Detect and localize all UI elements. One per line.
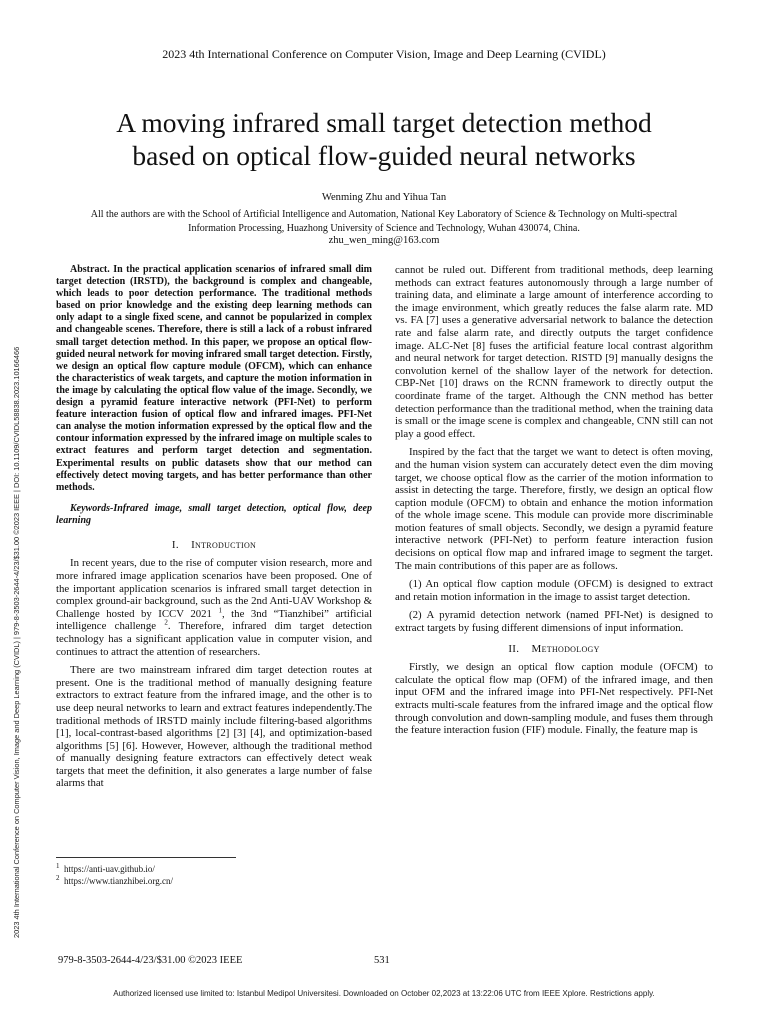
contribution-2: (2) A pyramid detection network (named PFI-Net) is designed to extract targets by fusing different dimensions of input information. xyxy=(395,609,713,635)
footer-isbn: 979-8-3503-2644-4/23/$31.00 ©2023 IEEE xyxy=(58,955,243,966)
keywords: Keywords-Infrared image, small target detection, optical flow, deep learning xyxy=(56,502,372,526)
section-heading-introduction xyxy=(56,539,372,552)
section-number: I. xyxy=(171,538,179,551)
conference-header: 2023 4th International Conference on Computer Vision, Image and Deep Learning (CVIDL) xyxy=(162,47,606,61)
doi-sidebar: 2023 4th International Conference on Computer Vision, Image and Deep Learning (CVIDL) | 979-8-3503-2644-4/23/$31.00 ©2023 IEEE | DOI: 10.1109/CVIDL58838.2023.10166466 xyxy=(12,346,21,938)
method-paragraph-1: Firstly, we design an optical flow caption module (OFCM) to calculate the optical flow map (OFM) of the infrared image, and then input OFM and the infrared image into PFI-Net respectively. PFI-Net extracts multi-scale features from the infrared image and the optical flow through convolution and down-sampling module, and fuses them through the feature interaction fusion (FIF) module. Finally, the feature map is xyxy=(395,661,713,737)
authors: Wenming Zhu and Yihua Tan xyxy=(321,192,447,203)
text-run: In recent years, due to the rise of computer vision research, more and more infrared image application scenarios have been proposed. One of the important application scenarios is infrared small target detection in complex ground-air background, such as the 2nd Anti-UAV Workshop & Challenge hosted by ICCV 2021 xyxy=(56,557,372,620)
title-line-2: based on optical flow-guided neural networks xyxy=(132,140,636,171)
footnote-link[interactable]: https://anti-uav.github.io/ xyxy=(64,864,155,874)
affiliation: All the authors are with the School of Artificial Intelligence and Automation, National Key Laboratory of Science & Technology on Multi-spectral Information Processing, Huazhong University of Science and Technology, Wuhan 430074, China. xyxy=(90,209,678,234)
abstract: Abstract. In the practical application scenarios of infrared small dim target detection (IRSTD), the background is complex and changeable, which leads to poor detection performance. The traditional methods based on prior knowledge and the existing deep learning methods can only adapt to a single fixed scene, and cannot be popularized in complex and changeable scenes. Therefore, there is still a lack of a robust infrared small target detection method. In this paper, we propose an optical flow-guided neural network for moving infrared small target detection. Firstly, we design an optical flow capture module (OFCM), which can enhance the characteristics of weak targets, and capture the motion information in the image by calculating the optical flow value of the image. Secondly, we design a pyramid feature interactive network (PFI-Net) to perform feature interaction fusion of optical flow and infrared images. PFI-Net can analyse the motion information expressed by the optical flow and the contour information expressed by the infrared image on multiple scales to extract features and perform target detection and segmentation. Experimental results on public datasets show that our method can effectively detect moving targets, and has better performance than other methods. xyxy=(56,264,372,493)
contribution-1: (1) An optical flow caption module (OFCM) is designed to extract and retain motion information in the image to assist target detection. xyxy=(395,578,713,603)
footnote-number: 2 xyxy=(56,874,60,882)
text-run: , the 3nd “Tianzhibei” artificial intelligence challenge xyxy=(56,607,373,633)
title-line-1: A moving infrared small target detection method xyxy=(116,107,652,138)
section-title: Introduction xyxy=(191,538,257,551)
footnote-number: 1 xyxy=(56,862,60,870)
left-column xyxy=(56,264,372,796)
footnote-ref-2: 2 xyxy=(164,618,168,627)
intro-paragraph-1 xyxy=(56,557,372,658)
right-column xyxy=(395,264,713,743)
intro-paragraph-4: Inspired by the fact that the target we want to detect is often moving, and the human vision system can accurately detect even the dim moving target, we choose optical flow as the carrier of the motion information to assist in detecting the targe. Therefore, firstly, we design an optical flow caption module (OFCM) to obtain and enhance the motion information of the whole image scene. This module can provide more discriminable motion features of small objects. Secondly, we design a pyramid feature interactive network (PFI-Net) to perform feature interaction fusion decisions on optical flow map and infrared image to segment the target. The main contributions of this paper are as follows. xyxy=(395,446,713,572)
intro-paragraph-2: There are two mainstream infrared dim target detection routes at present. One is the traditional method of manually designing feature extractors to extract feature from the infrared image, and the other is to use deep neural networks to learn and extract features independently.The traditional methods of IRSTD mainly include filtering-based algorithms [1], local-contrast-based algorithms [2] [3] [4], and optimization-based algorithms [5] [6]. However, However, although the traditional method of manually designing feature extractors can effectively detect weak targets that meet the definition, it also generates a large number of false alarms that xyxy=(56,664,372,790)
section-title: Methodology xyxy=(531,642,600,655)
footnote-divider xyxy=(56,857,236,858)
intro-paragraph-3: cannot be ruled out. Different from traditional methods, deep learning methods can extract features autonomously through a large number of training data, and eliminate a large amount of interference according to the image environment, which greatly reduces the false alarm rate. MD vs. FA [7] uses a generative adversarial network to balance the detection rate and false alarm rate, and directly outputs the target confidence image. ALC-Net [8] fuses the artificial feature local contrast algorithm and neural network for target detection. RISTD [9] manually designs the convolution kernel of the shallow layer of the network for detection. CBP-Net [10] draws on the RCNN framework to directly output the coordinate frame of the target. Although the CNN method has better detection performance than the traditional method, when the training data is small or the image scene is complex and changeable, CNN still can not play a good effect. xyxy=(395,264,713,440)
page-number: 531 xyxy=(374,955,390,966)
license-notice: Authorized licensed use limited to: Istanbul Medipol Universitesi. Downloaded on October 02,2023 at 13:22:06 UTC from IEEE Xplore. Restrictions apply. xyxy=(113,989,655,998)
text-run: . Therefore, infrared dim target detection technology has a significant application value in computer vision, and continues to attract the attention of researchers. xyxy=(56,620,373,658)
footnote-1 xyxy=(56,864,155,874)
footnote-2 xyxy=(56,876,173,886)
section-number: II. xyxy=(508,642,520,655)
author-email: zhu_wen_ming@163.com xyxy=(328,235,440,246)
paper-title xyxy=(60,106,708,172)
section-heading-methodology xyxy=(395,643,713,656)
footnote-link[interactable]: https://www.tianzhibei.org.cn/ xyxy=(64,876,173,886)
footnote-ref-1: 1 xyxy=(218,606,222,615)
